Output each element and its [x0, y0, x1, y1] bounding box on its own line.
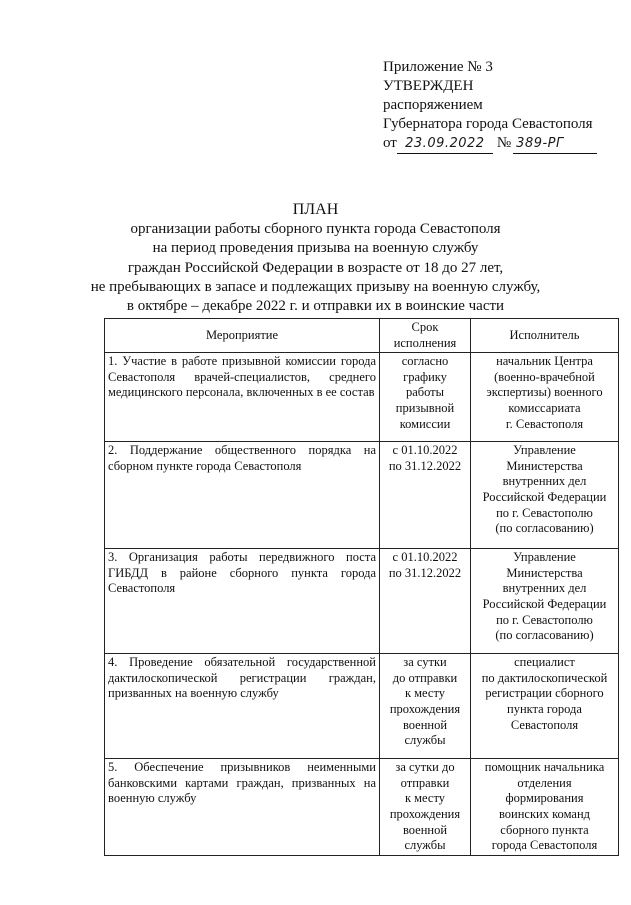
- executor-line: (по согласованию): [495, 628, 594, 643]
- term-line: с 01.10.2022: [392, 550, 458, 565]
- table-row: [105, 549, 619, 654]
- plan-heading: ПЛАН: [292, 201, 339, 218]
- handwritten-date: 23.09.2022: [397, 134, 493, 154]
- executor-line: города Севастополя: [491, 838, 598, 853]
- executor-line: Управление: [513, 550, 576, 565]
- term-cell: [380, 442, 471, 549]
- executor-line: по г. Севастополю: [496, 612, 593, 627]
- header-event: Мероприятие: [105, 319, 380, 353]
- term-line: службы: [404, 733, 446, 748]
- term-line: графику: [403, 369, 447, 384]
- governor-label: Губернатора города Севастополя: [383, 116, 593, 132]
- event-cell: 3. Организация работы передвижного поста ГИБДД в районе сборного пункта города Севастополя: [105, 549, 380, 654]
- header-term-line-2: исполнения: [393, 335, 457, 350]
- plan-title-block: [0, 200, 631, 316]
- term-line: за сутки: [403, 655, 447, 670]
- executor-line: Управление: [513, 443, 576, 458]
- term-line: прохождения: [389, 806, 461, 821]
- term-line: военной: [402, 717, 448, 732]
- term-cell: [380, 759, 471, 856]
- executor-line: пункта города: [507, 701, 582, 716]
- executor-cell: [471, 442, 619, 549]
- executor-cell: [471, 549, 619, 654]
- header-term-line-1: Срок: [411, 320, 439, 334]
- table-row: [105, 654, 619, 759]
- plan-subtitle-line-3: граждан Российской Федерации в возрасте от 18 до 27 лет,: [127, 259, 504, 276]
- term-line: с 01.10.2022: [392, 443, 458, 458]
- executor-line: внутренних дел: [502, 581, 587, 596]
- term-line: комиссии: [399, 416, 451, 431]
- executor-cell: [471, 654, 619, 759]
- executor-line: по дактилоскопической: [481, 670, 608, 685]
- executor-line: внутренних дел: [502, 474, 587, 489]
- executor-line: Министерства: [506, 458, 583, 473]
- event-cell: 2. Поддержание общественного порядка на сборном пункте города Севастополя: [105, 442, 380, 549]
- executor-line: регистрации сборного: [485, 686, 604, 701]
- executor-line: по г. Севастополю: [496, 505, 593, 520]
- executor-line: помощник начальника: [484, 760, 605, 775]
- executor-line: Российской Федерации: [482, 489, 607, 504]
- header-executor: Исполнитель: [471, 319, 619, 353]
- term-cell: [380, 549, 471, 654]
- term-cell: [380, 353, 471, 442]
- term-line: службы: [404, 838, 446, 853]
- plan-subtitle-line-1: организации работы сборного пункта города Севастополя: [130, 221, 501, 238]
- term-line: прохождения: [389, 701, 461, 716]
- term-cell: [380, 654, 471, 759]
- approved-label: УТВЕРЖДЕН: [383, 78, 474, 94]
- event-cell: 4. Проведение обязательной государственной дактилоскопической регистрации граждан, призванных на военную службу: [105, 654, 380, 759]
- table-row: [105, 442, 619, 549]
- term-line: отправки: [400, 775, 450, 790]
- executor-line: сборного пункта: [500, 822, 589, 837]
- table-row: [105, 353, 619, 442]
- executor-cell: [471, 353, 619, 442]
- executor-line: (военно-врачебной: [494, 369, 595, 384]
- term-line: до отправки: [392, 670, 458, 685]
- plan-subtitle-line-2: на период проведения призыва на военную службу: [152, 240, 479, 257]
- table-header-row: [105, 319, 619, 353]
- executor-line: воинских команд: [498, 806, 590, 821]
- term-line: по 31.12.2022: [388, 458, 462, 473]
- by-order-label: распоряжением: [383, 97, 483, 113]
- executor-line: специалист: [514, 655, 575, 670]
- term-line: согласно: [401, 354, 449, 369]
- plan-subtitle-line-5: в октябре – декабре 2022 г. и отправки их в воинские части: [126, 298, 505, 315]
- table-body: [105, 353, 619, 856]
- appendix-label: Приложение № 3: [383, 59, 493, 75]
- executor-line: отделения: [517, 775, 572, 790]
- from-label: от: [383, 135, 397, 151]
- term-line: к месту: [404, 686, 446, 701]
- plan-subtitle-line-4: не пребывающих в запасе и подлежащих призыву на военную службу,: [90, 278, 541, 295]
- handwritten-number: 389-РГ: [513, 134, 597, 154]
- executor-line: Севастополя: [510, 717, 579, 732]
- executor-line: (по согласованию): [495, 521, 594, 536]
- approval-date-line: [383, 134, 623, 154]
- executor-cell: [471, 759, 619, 856]
- executor-line: формирования: [505, 791, 584, 806]
- table-row: [105, 759, 619, 856]
- executor-line: начальник Центра: [496, 354, 593, 369]
- term-line: призывной: [395, 400, 455, 415]
- plan-table: [104, 318, 619, 856]
- approval-stamp-block: [383, 58, 623, 154]
- number-label: №: [496, 135, 512, 151]
- term-line: по 31.12.2022: [388, 565, 462, 580]
- term-line: военной: [402, 822, 448, 837]
- executor-line: комиссариата: [508, 400, 581, 415]
- term-line: к месту: [404, 791, 446, 806]
- executor-line: Министерства: [506, 565, 583, 580]
- event-cell: 1. Участие в работе призывной комиссии города Севастополя врачей-специалистов, среднего медицинского персонала, включенных в ее состав: [105, 353, 380, 442]
- executor-line: г. Севастополя: [505, 416, 584, 431]
- term-line: за сутки до: [395, 760, 455, 775]
- header-term: [380, 319, 471, 353]
- executor-line: экспертизы) военного: [486, 385, 603, 400]
- executor-line: Российской Федерации: [482, 596, 607, 611]
- term-line: работы: [405, 385, 445, 400]
- event-cell: 5. Обеспечение призывников неименными банковскими картами граждан, призванных на военную службу: [105, 759, 380, 856]
